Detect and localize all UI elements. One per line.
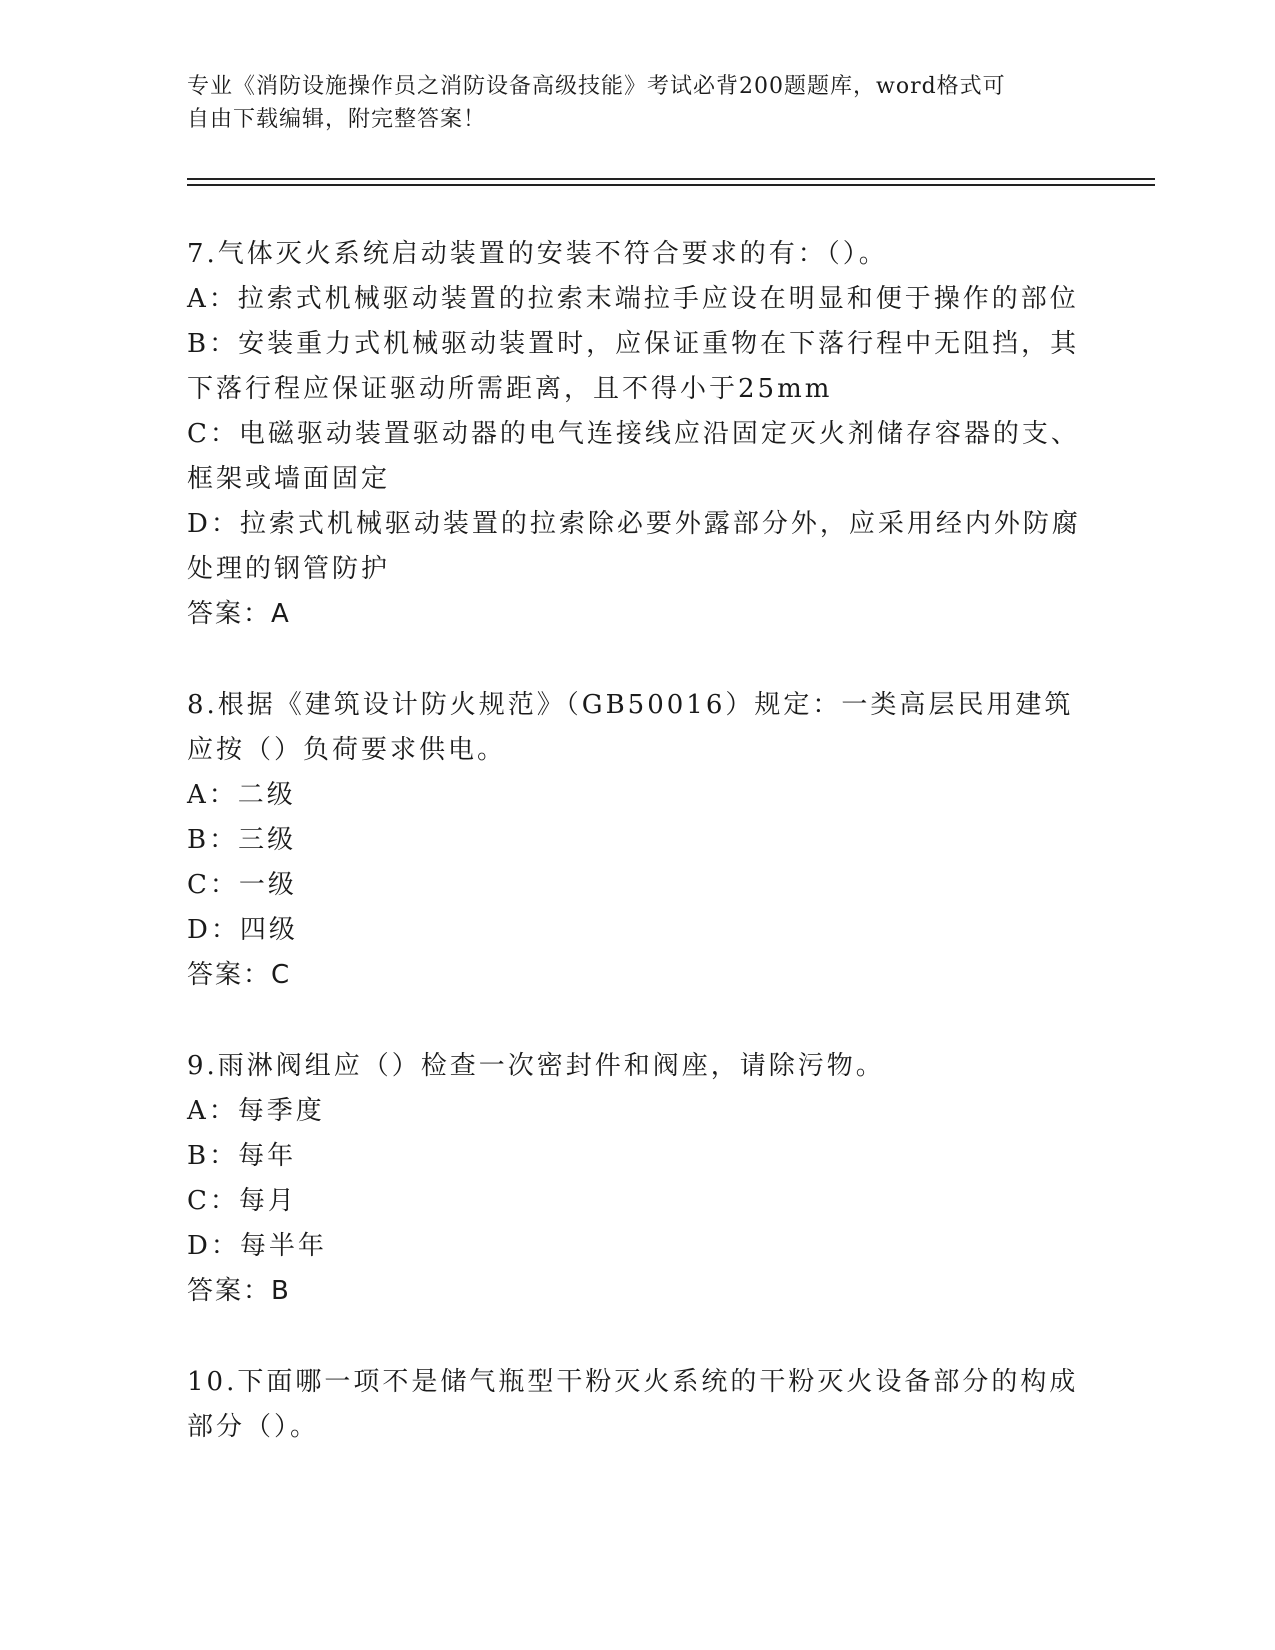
answer-label: 答案： (187, 1276, 272, 1306)
option-c: C：一级 (187, 870, 297, 900)
question-stem: 8.根据《建筑设计防火规范》（GB50016）规定：一类高层民用建筑应按（）负荷要求供电。 (187, 690, 1074, 765)
header-divider-top (187, 178, 1155, 180)
answer-label: 答案： (187, 960, 272, 990)
question-9 (187, 1044, 1087, 1314)
document-header (187, 70, 1087, 136)
question-stem: 7.气体灭火系统启动装置的安装不符合要求的有：（）。 (187, 239, 888, 269)
header-divider-bottom (187, 184, 1155, 186)
option-a: A：每季度 (187, 1096, 325, 1126)
answer-line (187, 592, 1087, 637)
answer-value: C (271, 960, 292, 990)
question-stem: 9.雨淋阀组应（）检查一次密封件和阀座，请除污物。 (187, 1051, 885, 1081)
question-7 (187, 232, 1087, 637)
option-b: B：安装重力式机械驱动装置时，应保证重物在下落行程中无阻挡，其下落行程应保证驱动所需距离，且不得小于25mm (187, 329, 1080, 404)
option-d: D：四级 (187, 915, 298, 945)
option-d: D：拉索式机械驱动装置的拉索除必要外露部分外，应采用经内外防腐处理的钢管防护 (187, 509, 1081, 584)
answer-label: 答案： (187, 599, 272, 629)
question-list (187, 232, 1087, 1496)
answer-line (187, 1269, 1087, 1314)
option-c: C：电磁驱动装置驱动器的电气连接线应沿固定灭火剂储存容器的支、框架或墙面固定 (187, 419, 1080, 494)
option-b: B：三级 (187, 825, 297, 855)
option-a: A：拉索式机械驱动装置的拉索末端拉手应设在明显和便于操作的部位 (187, 284, 1079, 314)
question-stem: 10.下面哪一项不是储气瓶型干粉灭火系统的干粉灭火设备部分的构成部分（）。 (187, 1367, 1079, 1442)
answer-line (187, 953, 1087, 998)
option-a: A：二级 (187, 780, 296, 810)
option-c: C：每月 (187, 1186, 297, 1216)
answer-value: A (271, 599, 291, 629)
question-10 (187, 1360, 1087, 1450)
option-d: D：每半年 (187, 1231, 327, 1261)
question-8 (187, 683, 1087, 998)
header-line-1: 专业《消防设施操作员之消防设备高级技能》考试必背200题题库，word格式可 (187, 74, 1006, 99)
header-line-2: 自由下载编辑，附完整答案！ (187, 107, 487, 132)
answer-value: B (271, 1276, 291, 1306)
option-b: B：每年 (187, 1141, 297, 1171)
